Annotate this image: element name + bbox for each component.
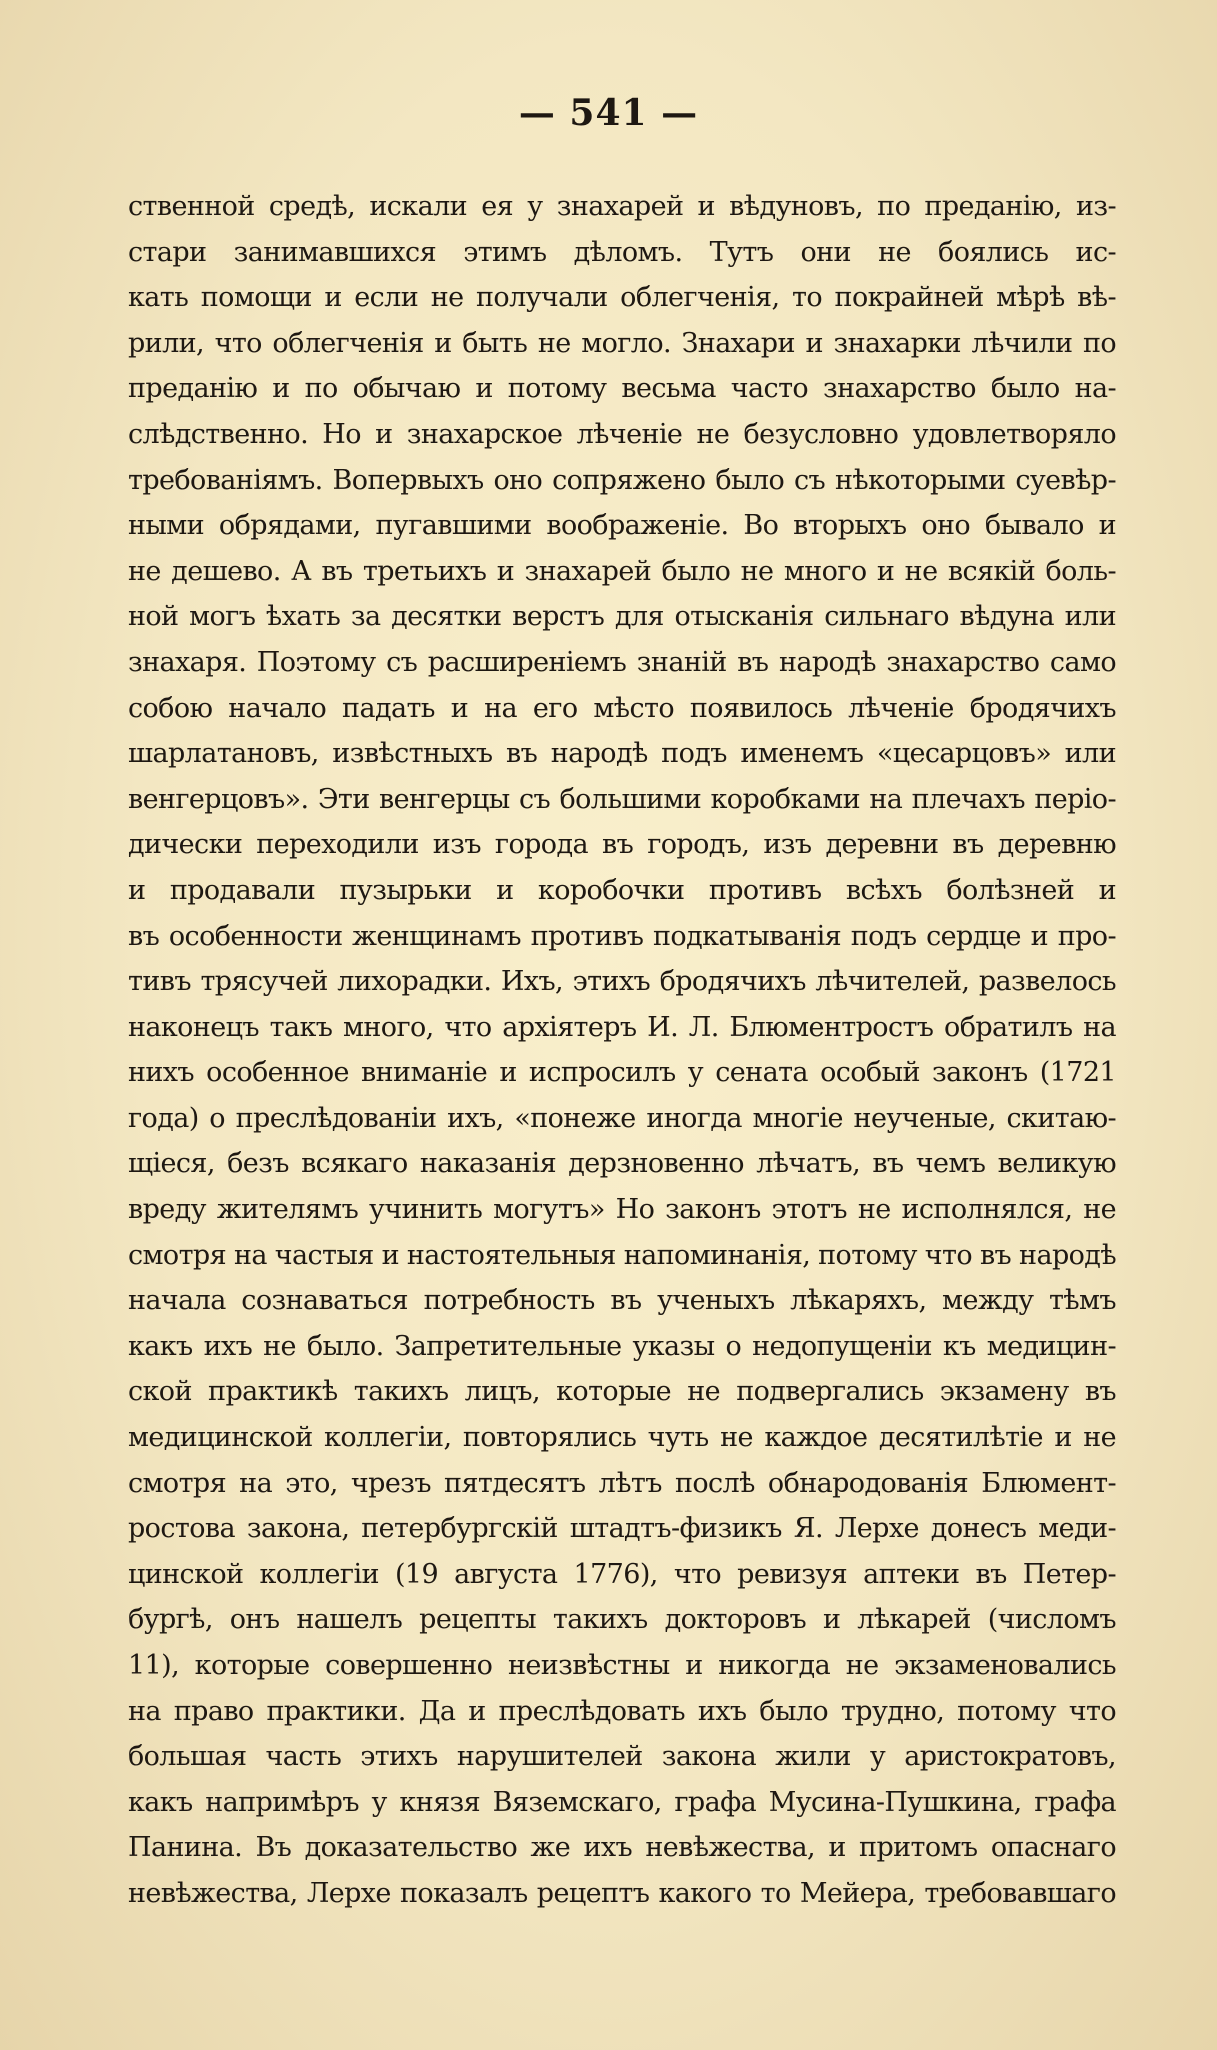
- text-line: начала сознаваться потребность въ ученыхъ лѣкаряхъ, между тѣмъ: [128, 1285, 1116, 1317]
- text-line: стари занимавшихся этимъ дѣломъ. Тутъ они не боялись ис-: [128, 236, 1116, 268]
- text-line: Панина. Въ доказательство же ихъ невѣжества, и притомъ опаснаго: [128, 1832, 1116, 1864]
- text-line: большая часть этихъ нарушителей закона жили у аристократовъ,: [128, 1741, 1116, 1773]
- text-line: и продавали пузырьки и коробочки противъ всѣхъ болѣзней и: [128, 874, 1116, 906]
- text-line: рили, что облегченія и быть не могло. Знахари и знахарки лѣчили по: [128, 327, 1116, 359]
- text-line: нихъ особенное вниманіе и испросилъ у сената особый законъ (1721: [128, 1057, 1116, 1089]
- text-line: кать помощи и если не получали облегченія, то покрайней мѣрѣ вѣ-: [128, 282, 1116, 314]
- text-line: невѣжества, Лерхе показалъ рецептъ какого то Мейера, требовавшаго: [128, 1877, 1116, 1909]
- text-line: наконецъ такъ много, что архіятеръ И. Л. Блюментростъ обратилъ на: [128, 1011, 1116, 1043]
- text-line: тивъ трясучей лихорадки. Ихъ, этихъ бродячихъ лѣчителей, развелось: [128, 966, 1116, 998]
- text-line: бургѣ, онъ нашелъ рецепты такихъ докторовъ и лѣкарей (числомъ: [128, 1604, 1116, 1636]
- text-line: ростова закона, петербургскій штадтъ-физикъ Я. Лерхе донесъ меди-: [128, 1513, 1116, 1545]
- text-line: смотря на частыя и настоятельныя напоминанія, потому что въ народѣ: [128, 1239, 1116, 1271]
- page-number: — 541 —: [518, 92, 699, 134]
- text-line: медицинской коллегіи, повторялись чуть не каждое десятилѣтіе и не: [128, 1422, 1116, 1454]
- text-line: въ особенности женщинамъ противъ подкатыванія подъ сердце и про-: [128, 920, 1116, 952]
- text-line: смотря на это, чрезъ пятдесятъ лѣтъ послѣ обнародованія Блюмент-: [128, 1467, 1116, 1499]
- text-line: шарлатановъ, извѣстныхъ въ народѣ подъ именемъ «цесарцовъ» или: [128, 738, 1116, 770]
- text-line: ными обрядами, пугавшими воображеніе. Во вторыхъ оно бывало и: [128, 510, 1116, 542]
- text-line: вреду жителямъ учинить могутъ» Но законъ этотъ не исполнялся, не: [128, 1194, 1116, 1226]
- body-text: [128, 184, 1116, 1917]
- text-line: преданію и по обычаю и потому весьма часто знахарство было на-: [128, 373, 1116, 405]
- text-line: щіеся, безъ всякаго наказанія дерзновенно лѣчатъ, въ чемъ великую: [128, 1148, 1116, 1180]
- text-line: какъ ихъ не было. Запретительные указы о недопущеніи къ медицин-: [128, 1330, 1116, 1362]
- text-line: слѣдственно. Но и знахарское лѣченіе не безусловно удовлетворяло: [128, 418, 1116, 450]
- text-line: дически переходили изъ города въ городъ, изъ деревни въ деревню: [128, 829, 1116, 861]
- text-line: ственной средѣ, искали ея у знахарей и вѣдуновъ, по преданію, из-: [128, 191, 1116, 222]
- text-line: года) о преслѣдованіи ихъ, «понеже иногда многіе неученые, скитаю-: [128, 1102, 1116, 1134]
- text-line: не дешево. А въ третьихъ и знахарей было не много и не всякій боль-: [128, 555, 1116, 587]
- text-line: цинской коллегіи (19 августа 1776), что ревизуя аптеки въ Петер-: [128, 1558, 1116, 1590]
- text-line: какъ напримѣръ у князя Вяземскаго, графа Мусина-Пушкина, графа: [128, 1786, 1116, 1818]
- text-line: ной могъ ѣхать за десятки верстъ для отысканія сильнаго вѣдуна или: [128, 601, 1116, 633]
- text-line: собою начало падать и на его мѣсто появилось лѣченіе бродячихъ: [128, 692, 1116, 724]
- text-line: требованіямъ. Вопервыхъ оно сопряжено было съ нѣкоторыми суевѣр-: [128, 464, 1116, 496]
- text-line: ской практикѣ такихъ лицъ, которые не подвергались экзамену въ: [128, 1376, 1116, 1408]
- text-line: на право практики. Да и преслѣдовать ихъ было трудно, потому что: [128, 1695, 1116, 1727]
- text-line: знахаря. Поэтому съ расширеніемъ знаній въ народѣ знахарство само: [128, 646, 1116, 678]
- text-line: венгерцовъ». Эти венгерцы съ большими коробками на плечахъ періо-: [128, 783, 1116, 815]
- text-line: 11), которые совершенно неизвѣстны и никогда не экзаменовались: [128, 1650, 1116, 1681]
